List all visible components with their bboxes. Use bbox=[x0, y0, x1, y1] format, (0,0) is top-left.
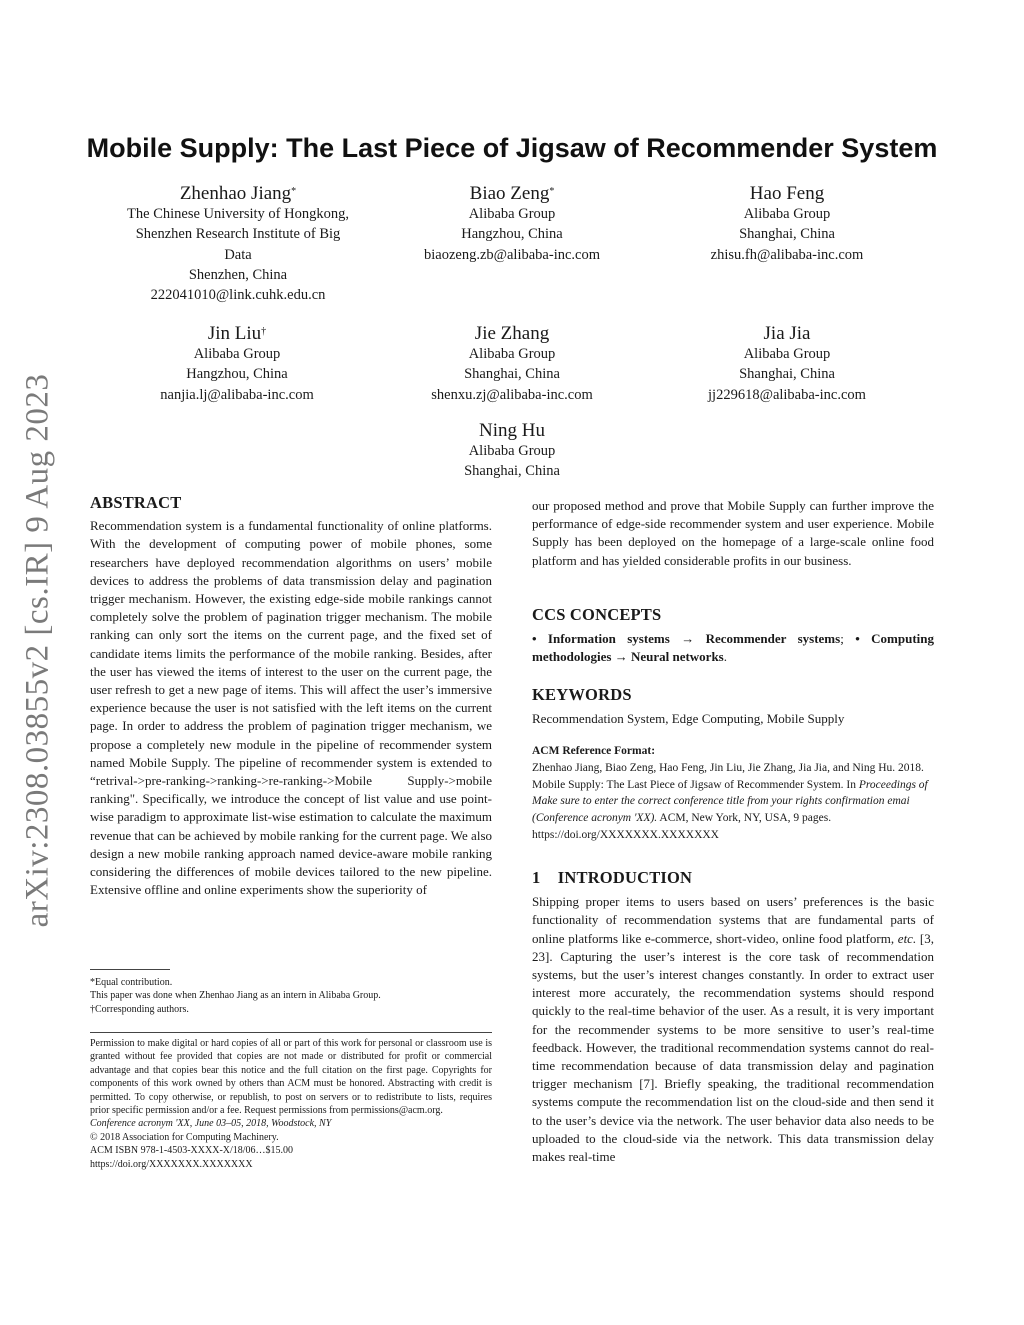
footnote-intern: This paper was done when Zhenhao Jiang as an intern in Alibaba Group. bbox=[90, 990, 381, 1002]
arxiv-side-label: arXiv:2308.03855v2 [cs.IR] 9 Aug 2023 bbox=[19, 373, 56, 927]
author-name: Jie Zhang bbox=[474, 323, 550, 344]
author-email: nanjia.lj@alibaba-inc.com bbox=[160, 386, 314, 403]
keywords-text: Recommendation System, Edge Computing, Mobile Supply bbox=[532, 711, 845, 727]
author-email: 222041010@link.cuhk.edu.cn bbox=[150, 287, 326, 304]
isbn-line: ACM ISBN 978-1-4503-XXXX-X/18/06…$15.00 bbox=[90, 1145, 294, 1157]
author-affiliation: Alibaba Group bbox=[743, 346, 831, 362]
author-affiliation: Alibaba Group bbox=[193, 346, 281, 362]
author-name: Biao Zeng bbox=[469, 183, 550, 204]
author-affiliation: Alibaba Group bbox=[743, 206, 831, 222]
keywords-section bbox=[532, 686, 934, 728]
author-block bbox=[637, 182, 937, 265]
author-block bbox=[362, 419, 662, 482]
footnote-equal: *Equal contribution. bbox=[90, 977, 173, 988]
abstract-heading: ABSTRACT bbox=[90, 493, 182, 512]
ccs-item: • Computing methodologies → Neural networks bbox=[532, 631, 934, 665]
author-location: Hangzhou, China bbox=[186, 366, 288, 383]
author-location: Shenzhen, China bbox=[188, 266, 288, 283]
copyright-line: © 2018 Association for Computing Machinery. bbox=[90, 1131, 279, 1143]
introduction-heading: 1 INTRODUCTION bbox=[532, 868, 693, 887]
author-block: Biao Zeng* Alibaba Group Hangzhou, China biaozeng.zb@alibaba-inc.com bbox=[362, 182, 662, 265]
paper-title: Mobile Supply: The Last Piece of Jigsaw of Recommender System bbox=[86, 133, 938, 163]
author-affiliation: Alibaba Group bbox=[468, 346, 556, 362]
ccs-heading: CCS CONCEPTS bbox=[532, 605, 662, 624]
author-block: Jin Liu† Alibaba Group Hangzhou, China nanjia.lj@alibaba-inc.com bbox=[87, 322, 387, 405]
author-email: jj229618@alibaba-inc.com bbox=[708, 386, 866, 403]
author-location: Shanghai, China bbox=[464, 463, 560, 480]
permission-block bbox=[90, 1037, 492, 1171]
abstract-continuation: our proposed method and prove that Mobile Supply can further improve the performance of edge-side recommender system and user experience. Mobile Supply has been deployed on the homepage of a large-scale online food platform and has yielded considerable profits in our business. bbox=[532, 498, 934, 568]
author-email: biaozeng.zb@alibaba-inc.com bbox=[424, 246, 600, 263]
author-affiliation: Shenzhen Research Institute of Big bbox=[135, 226, 341, 243]
author-location: Hangzhou, China bbox=[461, 226, 563, 243]
author-email: shenxu.zj@alibaba-inc.com bbox=[431, 386, 593, 403]
ccs-text: • Information systems → Recommender systems; • Computing methodologies → Neural networks. bbox=[532, 631, 934, 665]
author-name: Jia Jia bbox=[763, 323, 811, 344]
author-block bbox=[637, 322, 937, 405]
introduction-text: Shipping proper items to users based on users’ preferences is the basic functionality of recommendation systems that are fundamental parts of online platforms like e-commerce, short-video, online food platform, etc. [3, 23]. Capturing the user’s interest is the core task of recommendation systems, but the user’s interest changes constantly. In order to extract user interest more accurately, the recommendation systems should respond quickly to the real-time behavior of the user. As a result, it is very important for the recommender systems to be more sensitive to user’s real-time feedback. However, the traditional recommendation systems cannot do real-time recommendation because of data transmission delay and pagination trigger mechanism [7]. Briefly speaking, the traditional recommendation systems compute the recommendation list on the cloud-side and then send it to the user’s device via the network. The user behavior data also needs to be uploaded to the cloud-side via the network. This data transmission delay makes real-time bbox=[532, 894, 934, 1165]
author-block bbox=[362, 322, 662, 405]
author-block: Zhenhao Jiang* The Chinese University of Hongkong, Shenzhen Research Institute of Big Data Shenzhen, China 222041010@link.cuhk.edu.cn bbox=[88, 182, 388, 305]
author-name: Jin Liu bbox=[207, 323, 262, 344]
author-name: Ning Hu bbox=[479, 420, 545, 441]
author-affiliation: Data bbox=[224, 246, 252, 263]
footnote-rule bbox=[90, 969, 170, 970]
author-location: Shanghai, China bbox=[464, 366, 560, 383]
ccs-item: • Information systems → Recommender systems bbox=[532, 631, 841, 647]
abstract-text: Recommendation system is a fundamental functionality of online platforms. With the development of computing power of mobile phones, some researchers have deployed recommendation algorithms on users’ mobile devices to address the problems of data transmission delay and pagination trigger mechanism. However, the existing edge-side mobile rankings cannot completely solve the problem of pagination trigger mechanism. The mobile ranking can only sort the items on the current page, and the fixed set of candidate items limits the performance of the mobile ranking. Besides, after the user has viewed the items of interest to the user on the current page, the user refresh to get a new page of items. This will affect the user’s immersive experience because the user is not satisfied with the left items on the current page. In order to address the problem of pagination trigger mechanism, we propose a completely new module in the pipeline of recommender system named Mobile Supply. The pipeline of recommender system is extended to “retrival->pre-ranking->ranking->re-ranking->Mobile Supply->mobile ranking". Specifically, we introduce the concept of list value and use point-wise paradigm to approximate list-wise estimation to calculate the maximum revenue that can be achieved by mobile ranking for the current page. We also design a new mobile ranking approach named device-aware mobile ranking considering the differences of mobile devices tailored to the new pipeline. Extensive offline and online experiments show the superiority of bbox=[90, 518, 492, 898]
acm-reference-heading: ACM Reference Format: bbox=[532, 745, 656, 757]
author-location: Shanghai, China bbox=[739, 366, 835, 383]
author-location: Shanghai, China bbox=[739, 226, 835, 243]
author-affiliation: Alibaba Group bbox=[468, 443, 556, 459]
abstract-section bbox=[90, 494, 492, 899]
author-affiliation: Alibaba Group bbox=[468, 206, 556, 222]
permission-rule bbox=[90, 1032, 492, 1033]
doi-line: https://doi.org/XXXXXXX.XXXXXXX bbox=[90, 1158, 253, 1170]
introduction-section bbox=[532, 869, 934, 1166]
author-name: Hao Feng bbox=[749, 183, 825, 204]
footnote-corresponding: †Corresponding authors. bbox=[90, 1003, 189, 1015]
keywords-heading: KEYWORDS bbox=[532, 685, 632, 704]
acm-reference bbox=[532, 742, 934, 843]
author-affiliation: The Chinese University of Hongkong, bbox=[127, 206, 349, 222]
conference-line: Conference acronym 'XX, June 03–05, 2018, Woodstock, NY bbox=[90, 1118, 332, 1130]
permission-text: Permission to make digital or hard copies of all or part of this work for personal or classroom use is granted without fee provided that copies are not made or distributed for profit or commercial advantage and that copies bear this notice and the full citation on the first page. Copyrights for components of this work owned by others than ACM must be honored. Abstracting with credit is permitted. To copy otherwise, or republish, to post on servers or to redistribute to lists, requires prior specific permission and/or a fee. Request permissions from permissions@acm.org. bbox=[90, 1038, 492, 1117]
acm-reference-text: Zhenhao Jiang, Biao Zeng, Hao Feng, Jin Liu, Jie Zhang, Jia Jia, and Ning Hu. 2018. Mobile Supply: The Last Piece of Jigsaw of Recommender System. In Proceedings of Make sure to enter the correct conference title from your rights confirmation emai (Conference acronym 'XX). ACM, New York, NY, USA, 9 pages. https://doi.org/XXXXXXX.XXXXXXX bbox=[532, 762, 928, 841]
author-email: zhisu.fh@alibaba-inc.com bbox=[710, 246, 864, 263]
author-name: Zhenhao Jiang bbox=[179, 183, 292, 204]
footnotes bbox=[90, 976, 492, 1016]
ccs-section bbox=[532, 606, 934, 667]
